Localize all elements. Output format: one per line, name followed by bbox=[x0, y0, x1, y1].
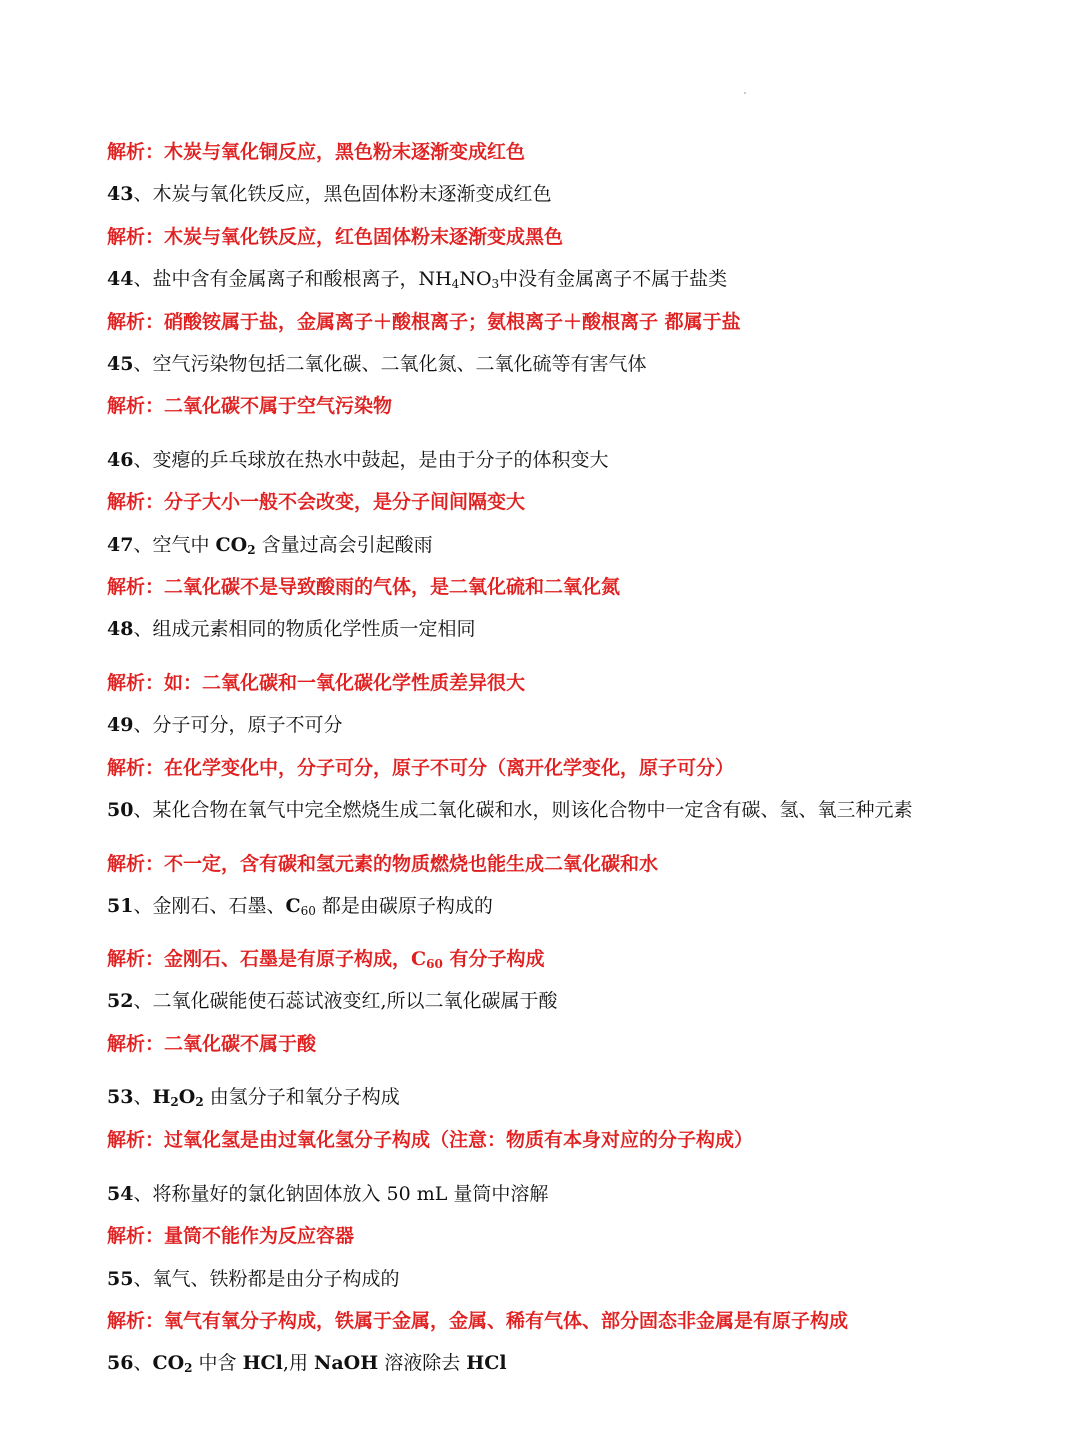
answer-line bbox=[107, 755, 734, 781]
subscript: 60 bbox=[300, 904, 316, 918]
question-number: 55 bbox=[107, 1268, 134, 1290]
text-run: NO bbox=[459, 268, 492, 290]
text-run: 解析：在化学变化中，分子可分，原子不可分（离开化学变化，原子可分） bbox=[107, 757, 735, 779]
question-number: 52 bbox=[107, 990, 134, 1012]
answer-line bbox=[107, 1308, 848, 1334]
question-number: 47 bbox=[107, 534, 134, 556]
question-number: 48 bbox=[107, 618, 134, 640]
text-run: 解析：硝酸铵属于盐，金属离子＋酸根离子；氨根离子＋酸根离子 都属于盐 bbox=[107, 311, 741, 333]
question-line: 50、某化合物在氧气中完全燃烧生成二氧化碳和水，则该化合物中一定含有碳、氢、氧三种元素 bbox=[107, 799, 913, 821]
text-run: 变瘪的乒乓球放在热水中鼓起，是由于分子的体积变大 bbox=[152, 449, 609, 471]
scan-dot bbox=[744, 92, 746, 94]
text-run: CO bbox=[152, 1352, 185, 1374]
question-line: 46、变瘪的乒乓球放在热水中鼓起，是由于分子的体积变大 bbox=[107, 449, 609, 471]
question-number: 56 bbox=[107, 1352, 134, 1374]
text-run: ,用 bbox=[282, 1352, 314, 1374]
question-line: 45、空气污染物包括二氧化碳、二氧化氮、二氧化硫等有害气体 bbox=[107, 353, 647, 375]
text-run: 解析：分子大小一般不会改变，是分子间间隔变大 bbox=[107, 491, 526, 513]
text-run: 解析：二氧化碳不是导致酸雨的气体，是二氧化硫和二氧化氮 bbox=[107, 576, 621, 598]
text-run: 盐中含有金属离子和酸根离子，NH bbox=[152, 268, 452, 290]
question-line: 43、木炭与氧化铁反应，黑色固体粉末逐渐变成红色 bbox=[107, 183, 552, 205]
question-number: 43 bbox=[107, 183, 134, 205]
text-run: 中没有金属离子不属于盐类 bbox=[499, 268, 728, 290]
subscript: 4 bbox=[451, 277, 460, 291]
question-line: 51、金刚石、石墨、$C_{60}$ 都是由碳原子构成的 bbox=[107, 895, 493, 918]
answer-line bbox=[107, 1223, 354, 1249]
text-run: 解析：木炭与氧化铜反应，黑色粉末逐渐变成红色 bbox=[107, 141, 526, 163]
answer-line bbox=[107, 224, 563, 250]
text-run: NaOH bbox=[314, 1352, 379, 1374]
text-run: 二氧化碳能使石蕊试液变红,所以二氧化碳属于酸 bbox=[152, 990, 558, 1012]
subscript: 3 bbox=[491, 277, 500, 291]
answer-line bbox=[107, 1127, 753, 1153]
text-run: HCl bbox=[242, 1352, 283, 1374]
text-run: 解析：金刚石、石墨是有原子构成，C bbox=[107, 948, 427, 970]
question-number: 49 bbox=[107, 714, 134, 736]
text-run: 解析：如：二氧化碳和一氧化碳化学性质差异很大 bbox=[107, 672, 526, 694]
text-run: 溶液除去 bbox=[378, 1352, 467, 1374]
text-run: H bbox=[152, 1086, 171, 1108]
question-line: 47、空气中 $CO_2$ 含量过高会引起酸雨 bbox=[107, 534, 433, 557]
answer-line bbox=[107, 670, 525, 696]
text-run: 木炭与氧化铁反应，黑色固体粉末逐渐变成红色 bbox=[152, 183, 552, 205]
text-run: 将称量好的氯化钠固体放入 50 mL 量筒中溶解 bbox=[152, 1183, 549, 1205]
text-run: 解析：木炭与氧化铁反应，红色固体粉末逐渐变成黑色 bbox=[107, 226, 564, 248]
question-number: 53 bbox=[107, 1086, 134, 1108]
question-line: 44、盐中含有金属离子和酸根离子，$NH_4NO_3$中没有金属离子不属于盐类 bbox=[107, 268, 728, 291]
text-run: 氧气、铁粉都是由分子构成的 bbox=[152, 1268, 400, 1290]
text-run: 分子可分，原子不可分 bbox=[152, 714, 343, 736]
text-run: 某化合物在氧气中完全燃烧生成二氧化碳和水，则该化合物中一定含有碳、氢、氧三种元素 bbox=[152, 799, 913, 821]
answer-line bbox=[107, 139, 525, 165]
text-run: 空气中 bbox=[152, 534, 216, 556]
text-run: 组成元素相同的物质化学性质一定相同 bbox=[152, 618, 476, 640]
text-run: 空气污染物包括二氧化碳、二氧化氮、二氧化硫等有害气体 bbox=[152, 353, 647, 375]
answer-line bbox=[107, 309, 741, 335]
text-run: 金刚石、石墨、 bbox=[152, 895, 286, 917]
question-line: 49、分子可分，原子不可分 bbox=[107, 714, 343, 736]
answer-line bbox=[107, 393, 392, 419]
text-run: C bbox=[285, 895, 301, 917]
answer-line bbox=[107, 489, 525, 515]
text-run: 都是由碳原子构成的 bbox=[315, 895, 493, 917]
subscript: 60 bbox=[426, 957, 443, 971]
subscript: 2 bbox=[170, 1095, 179, 1109]
answer-line bbox=[107, 946, 544, 972]
text-run: 解析：氧气有氧分子构成，铁属于金属，金属、稀有气体、部分固态非金属是有原子构成 bbox=[107, 1310, 849, 1332]
question-line: 55、氧气、铁粉都是由分子构成的 bbox=[107, 1268, 400, 1290]
question-line: 53、$H_2O_2$ 由氢分子和氧分子构成 bbox=[107, 1086, 400, 1109]
text-run: HCl bbox=[466, 1352, 507, 1374]
text-run: O bbox=[178, 1086, 196, 1108]
answer-line bbox=[107, 1031, 316, 1057]
text-run: 有分子构成 bbox=[442, 948, 545, 970]
subscript: 2 bbox=[195, 1095, 204, 1109]
question-number: 51 bbox=[107, 895, 134, 917]
subscript: 2 bbox=[184, 1361, 193, 1375]
text-run: 中含 bbox=[192, 1352, 243, 1374]
question-number: 45 bbox=[107, 353, 134, 375]
question-line: 48、组成元素相同的物质化学性质一定相同 bbox=[107, 618, 476, 640]
text-run: 解析：二氧化碳不属于酸 bbox=[107, 1033, 317, 1055]
text-run: 含量过高会引起酸雨 bbox=[255, 534, 433, 556]
question-line: 54、将称量好的氯化钠固体放入 50 mL 量筒中溶解 bbox=[107, 1183, 549, 1205]
text-run: 解析：过氧化氢是由过氧化氢分子构成（注意：物质有本身对应的分子构成） bbox=[107, 1129, 754, 1151]
answer-line bbox=[107, 574, 620, 600]
question-line: 52、二氧化碳能使石蕊试液变红,所以二氧化碳属于酸 bbox=[107, 990, 558, 1012]
question-line: 56、$CO_2$ 中含 HCl,用 NaOH 溶液除去 HCl bbox=[107, 1352, 507, 1375]
subscript: 2 bbox=[247, 543, 256, 557]
question-number: 50 bbox=[107, 799, 134, 821]
text-run: CO bbox=[215, 534, 248, 556]
text-run: 由氢分子和氧分子构成 bbox=[203, 1086, 400, 1108]
answer-line bbox=[107, 851, 658, 877]
question-number: 44 bbox=[107, 268, 134, 290]
question-number: 54 bbox=[107, 1183, 134, 1205]
text-run: 解析：二氧化碳不属于空气污染物 bbox=[107, 395, 393, 417]
question-number: 46 bbox=[107, 449, 134, 471]
text-run: 解析：不一定，含有碳和氢元素的物质燃烧也能生成二氧化碳和水 bbox=[107, 853, 659, 875]
text-run: 解析：量筒不能作为反应容器 bbox=[107, 1225, 355, 1247]
